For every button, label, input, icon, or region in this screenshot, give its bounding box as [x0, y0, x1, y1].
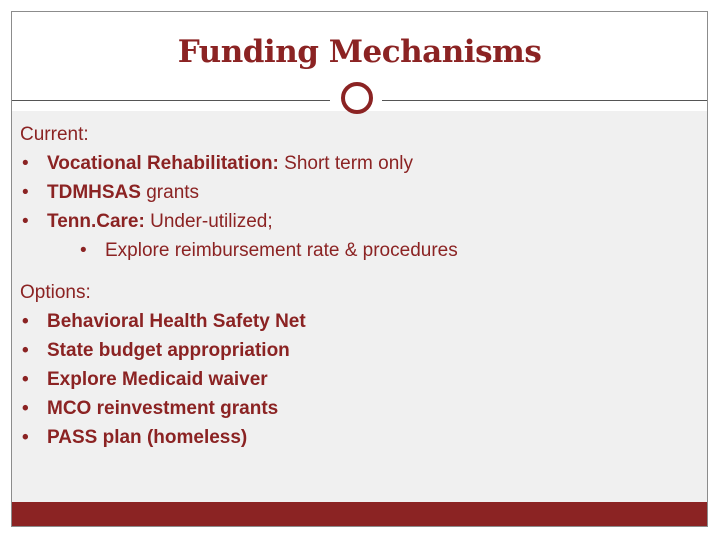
title-area — [12, 12, 707, 112]
option-item-safety-net: • Behavioral Health Safety Net — [20, 307, 458, 336]
current-item-vocational-rehab — [20, 149, 458, 178]
current-item-bold: Vocational Rehabilitation: — [47, 153, 279, 174]
option-item-pass-plan: • PASS plan (homeless) — [20, 423, 458, 452]
current-item-bold: Tenn.Care: — [47, 211, 145, 232]
option-item-mco-grants: • MCO reinvestment grants — [20, 394, 458, 423]
option-item-state-budget: • State budget appropriation — [20, 336, 458, 365]
title-divider-right — [382, 100, 708, 101]
slide-content — [20, 120, 458, 452]
current-item-text: Under-utilized; — [144, 211, 273, 232]
options-label: Options: — [20, 282, 91, 303]
current-item-tenncare — [20, 207, 458, 236]
option-item-medicaid-waiver: • Explore Medicaid waiver — [20, 365, 458, 394]
current-item-bold: TDMHSAS — [47, 182, 141, 203]
current-sub-item-reimbursement: • Explore reimbursement rate & procedures — [20, 236, 458, 265]
title-divider-left — [12, 100, 330, 101]
current-label: Current: — [20, 124, 89, 145]
slide-title: Funding Mechanisms — [177, 34, 542, 70]
bottom-bar — [12, 502, 707, 526]
ring-ornament-icon — [341, 82, 373, 114]
current-item-tdmhsas — [20, 178, 458, 207]
current-item-text: grants — [140, 182, 200, 203]
current-item-text: Short term only — [278, 153, 413, 174]
